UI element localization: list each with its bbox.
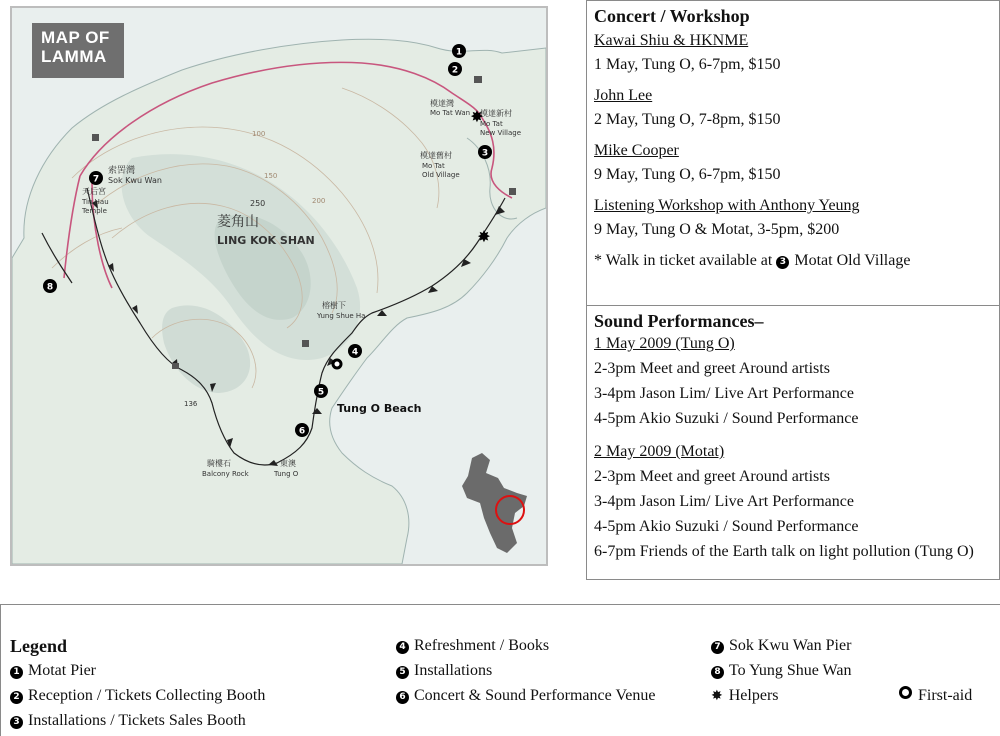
event-detail: 9 May, Tung O, 6-7pm, $150 [594, 166, 781, 183]
temple-label-2: Temple [82, 207, 107, 215]
legend-label: Installations [414, 662, 493, 679]
marker-3-icon: 3 [10, 716, 23, 729]
building-icon [92, 134, 99, 141]
legend-label: Concert & Sound Performance Venue [414, 687, 656, 704]
marker-4-icon: 4 [396, 641, 409, 654]
marker-7[interactable] [89, 171, 103, 185]
marker-5-icon: 5 [396, 666, 409, 679]
tung-o-beach-label: Tung O Beach [337, 402, 422, 415]
tung-o-cn-label: 東澳 [280, 459, 296, 468]
map-title-line1: MAP OF [41, 28, 110, 47]
schedule-slot: 3-4pm Jason Lim/ Live Art Performance [594, 385, 854, 402]
svg-text:7: 7 [92, 174, 100, 185]
marker-3-icon: 3 [776, 256, 789, 269]
marker-1-icon: 1 [10, 666, 23, 679]
schedule-slot: 3-4pm Jason Lim/ Live Art Performance [594, 493, 854, 510]
concert-heading: Concert / Workshop [594, 6, 750, 26]
svg-text:8: 8 [46, 282, 54, 293]
legend-item-installations-tickets [10, 711, 246, 731]
yung-shue-ha-cn-label: 榕樹下 [322, 301, 346, 310]
yung-shue-ha-label: Yung Shue Ha [317, 312, 366, 320]
schedule-slot: 4-5pm Akio Suzuki / Sound Performance [594, 410, 859, 427]
event-name[interactable]: Kawai Shiu & HKNME [594, 32, 749, 49]
marker-2-icon: 2 [10, 691, 23, 704]
legend-label: To Yung Shue Wan [729, 662, 852, 679]
marker-6-icon: 6 [396, 691, 409, 704]
svg-text:5: 5 [317, 387, 325, 398]
building-icon [172, 363, 179, 369]
mo-tat-wan-cn-label: 模達灣 [430, 99, 454, 108]
day-1-date: 1 May 2009 (Tung O) [594, 335, 735, 352]
legend-label: Motat Pier [28, 662, 96, 679]
svg-text:4: 4 [351, 347, 359, 358]
helper-star-icon: ✸ [470, 107, 484, 126]
new-village-label-1: Mo Tat [480, 120, 503, 128]
legend-label: Reception / Tickets Collecting Booth [28, 687, 266, 704]
old-village-label-2: Old Village [422, 171, 460, 179]
peak-250-label: 250 [250, 199, 266, 208]
legend-label: First-aid [918, 687, 973, 704]
marker-4[interactable] [348, 344, 362, 358]
contour-100-label: 100 [252, 130, 266, 138]
schedule-slot: 6-7pm Friends of the Earth talk on light pollution (Tung O) [594, 543, 974, 560]
marker-7-icon: 7 [711, 641, 724, 654]
marker-1[interactable] [452, 44, 466, 58]
walk-in-note [594, 251, 999, 271]
marker-2[interactable] [448, 62, 462, 76]
event-detail: 9 May, Tung O & Motat, 3-5pm, $200 [594, 221, 840, 238]
walk-in-note-place: Motat Old Village [794, 252, 911, 269]
legend-item-refreshment [396, 636, 549, 656]
marker-5[interactable] [314, 384, 328, 398]
legend-item-installations [396, 661, 492, 681]
legend-item-reception [10, 686, 265, 706]
event-name[interactable]: John Lee [594, 87, 653, 104]
legend-item-venue [396, 686, 655, 706]
marker-8-icon: 8 [711, 666, 724, 679]
ling-kok-shan-label: LING KOK SHAN [217, 234, 315, 247]
balcony-rock-label: Balcony Rock [202, 470, 249, 478]
legend-label: Refreshment / Books [414, 637, 550, 654]
legend-item-helpers [711, 686, 779, 706]
contour-200-label: 200 [312, 197, 326, 205]
day-2-date: 2 May 2009 (Motat) [594, 443, 725, 460]
schedule-slot: 4-5pm Akio Suzuki / Sound Performance [594, 518, 859, 535]
legend-label: Helpers [728, 687, 779, 704]
height-136-label: 136 [184, 400, 198, 408]
concert-workshop-panel [586, 0, 1000, 306]
first-aid-icon [899, 686, 912, 699]
tung-o-label: Tung O [274, 470, 299, 478]
marker-3[interactable] [478, 145, 492, 159]
svg-text:2: 2 [451, 65, 459, 76]
legend-heading: Legend [10, 636, 68, 656]
helper-star-icon: ✸ [711, 688, 723, 704]
sok-kwu-wan-label: Sok Kwu Wan [108, 176, 162, 185]
sok-kwu-wan-cn-label: 索罟灣 [108, 166, 136, 176]
map-title-line2: LAMMA [41, 47, 107, 66]
event-detail: 2 May, Tung O, 7-8pm, $150 [594, 111, 781, 128]
contour-150-label: 150 [264, 172, 278, 180]
event-detail: 1 May, Tung O, 6-7pm, $150 [594, 56, 781, 73]
map-title [32, 23, 124, 78]
old-village-label-1: Mo Tat [422, 162, 445, 170]
old-village-cn-label: 模達舊村 [420, 151, 452, 160]
building-icon [474, 76, 482, 83]
helper-star-icon: ✸ [477, 227, 491, 246]
temple-cn-label: 天后宮 [82, 187, 106, 196]
building-icon [302, 340, 309, 347]
sound-heading: Sound Performances– [594, 311, 764, 331]
temple-label-1: Tin Hau [82, 198, 109, 206]
first-aid-marker[interactable] [333, 360, 341, 368]
map-of-lamma [10, 6, 548, 566]
building-icon [509, 188, 516, 195]
event-name[interactable]: Listening Workshop with Anthony Yeung [594, 197, 860, 214]
map-canvas [12, 8, 546, 564]
balcony-rock-cn-label: 騎樓石 [207, 459, 231, 468]
walk-in-note-prefix: * Walk in ticket available at [594, 252, 773, 269]
marker-6[interactable] [295, 423, 309, 437]
legend-item-motat-pier [10, 661, 96, 681]
marker-8[interactable] [43, 279, 57, 293]
legend-label: Installations / Tickets Sales Booth [28, 712, 246, 729]
new-village-label-2: New Village [480, 129, 522, 137]
legend-item-first-aid [899, 686, 972, 706]
ling-kok-shan-cn-label: 菱角山 [217, 214, 259, 230]
legend-item-sok-kwu-wan-pier [711, 636, 851, 656]
legend-panel [0, 604, 1000, 736]
schedule-slot: 2-3pm Meet and greet Around artists [594, 360, 830, 377]
legend-item-yung-shue-wan [711, 661, 851, 681]
sound-performances-panel [586, 305, 1000, 580]
svg-text:3: 3 [481, 148, 489, 159]
schedule-slot: 2-3pm Meet and greet Around artists [594, 468, 830, 485]
svg-text:6: 6 [298, 426, 306, 437]
svg-text:1: 1 [455, 47, 463, 58]
event-name[interactable]: Mike Cooper [594, 142, 679, 159]
mo-tat-wan-label: Mo Tat Wan [430, 109, 471, 117]
new-village-cn-label: 模達新村 [480, 109, 512, 118]
legend-label: Sok Kwu Wan Pier [729, 637, 852, 654]
